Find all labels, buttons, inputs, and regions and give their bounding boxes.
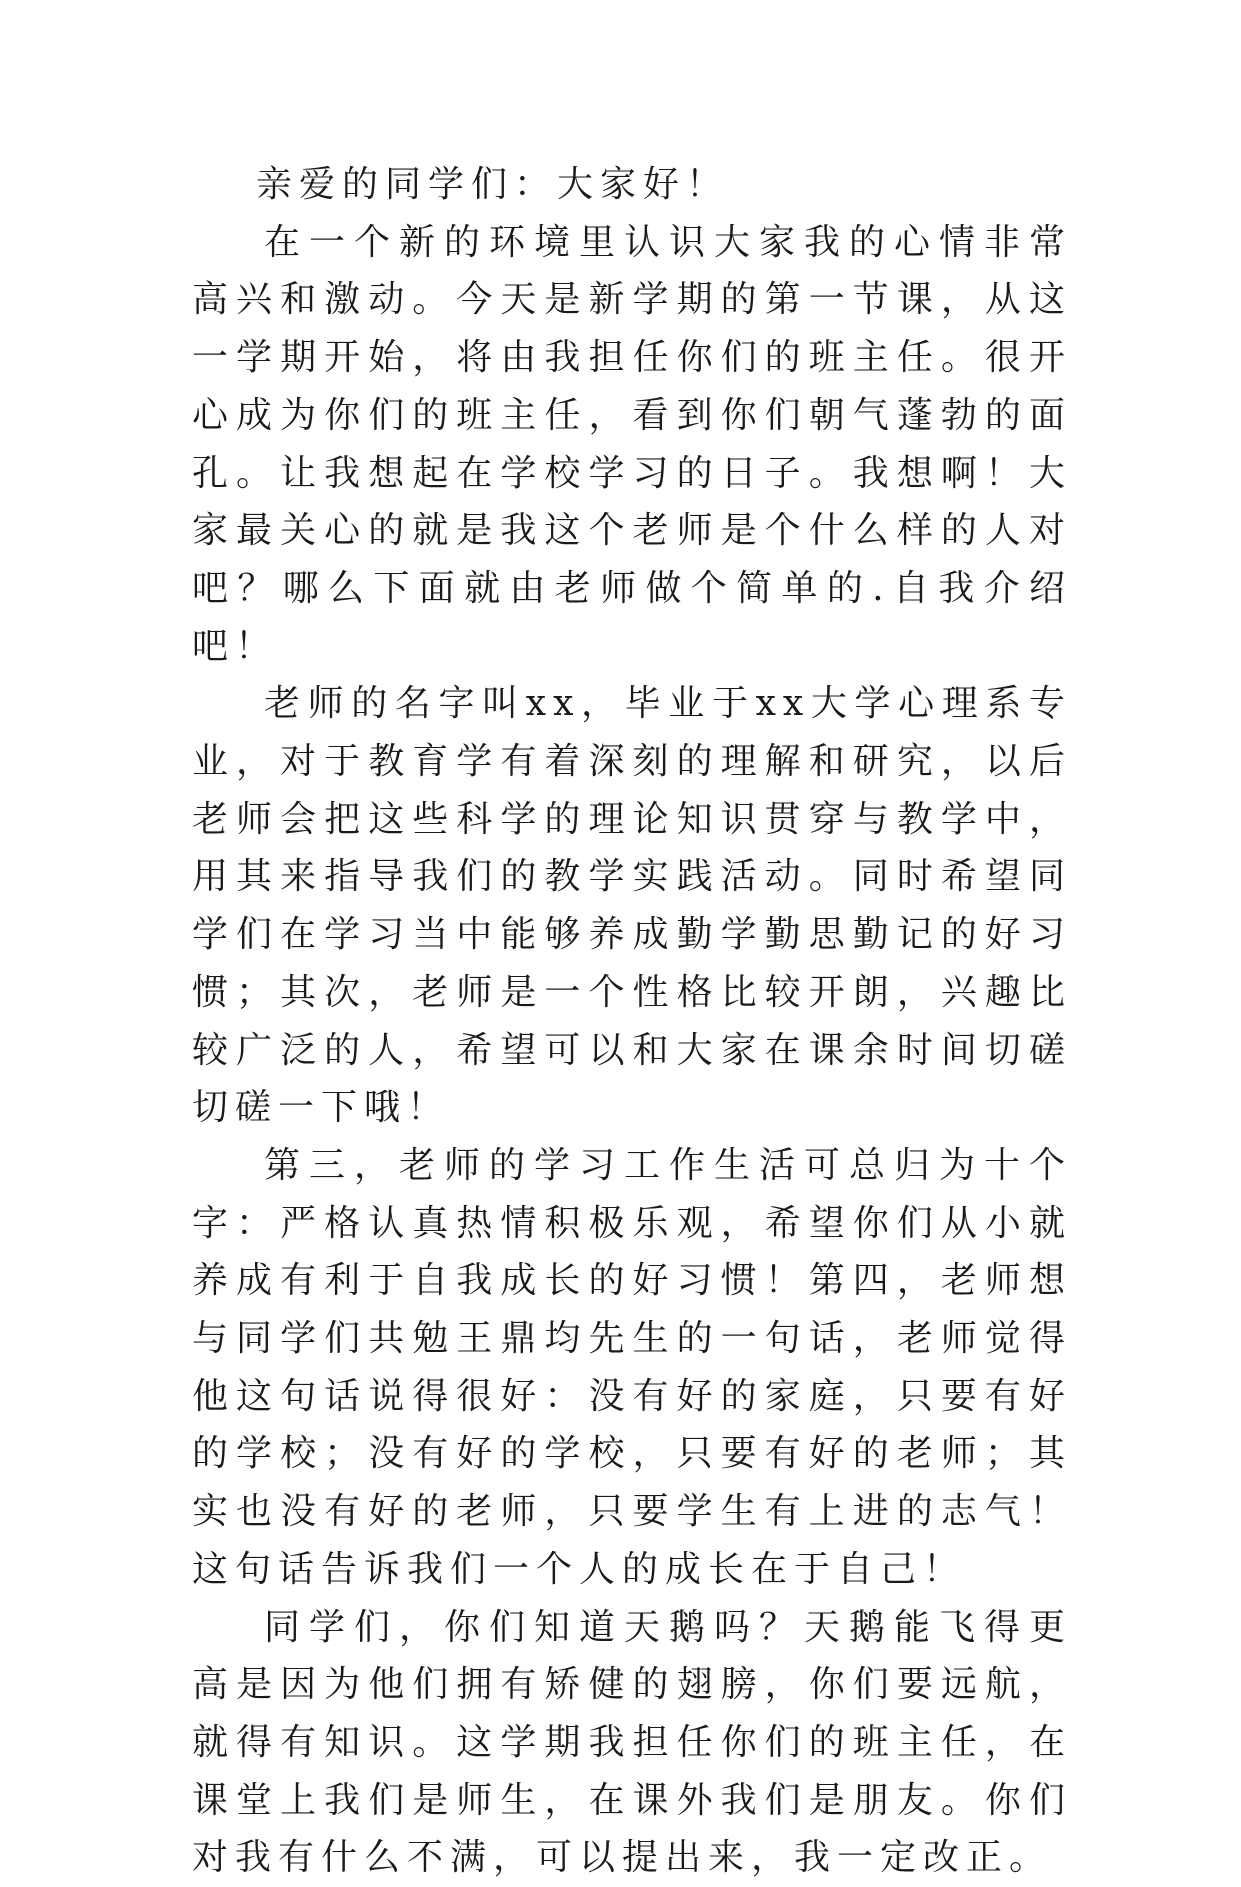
paragraph-intro: 在一个新的环境里认识大家我的心情非常高兴和激动。今天是新学期的第一节课，从这一学期开始，将由我担任你们的班主任。很开心成为你们的班主任，看到你们朝气蓬勃的面孔。让我想起在学校学习的日子。我想啊！大家最关心的就是我这个老师是个什么样的人对吧？哪么下面就由老师做个简单的.自我介绍吧！ xyxy=(192,221,1072,667)
greeting-line: 亲爱的同学们：大家好！ xyxy=(256,164,730,205)
paragraph-closing: 同学们，你们知道天鹅吗？天鹅能飞得更高是因为他们拥有矫健的翅膀，你们要远航，就得有知识。这学期我担任你们的班主任，在课堂上我们是师生，在课外我们是朋友。你们对我有什么不满，可以提出来，我一定改正。 xyxy=(192,1606,1072,1879)
paragraph-motto: 第三，老师的学习工作生活可总归为十个字：严格认真热情积极乐观，希望你们从小就养成有利于自我成长的好习惯！第四，老师想与同学们共勉王鼎均先生的一句话，老师觉得他这句话说得很好：没有好的家庭，只要有好的学校；没有好的学校，只要有好的老师；其实也没有好的老师，只要学生有上进的志气！这句话告诉我们一个人的成长在于自己！ xyxy=(192,1144,1072,1590)
paragraph-background: 老师的名字叫xx，毕业于xx大学心理系专业，对于教育学有着深刻的理解和研究，以后老师会把这些科学的理论知识贯穿与教学中，用其来指导我们的教学实践活动。同时希望同学们在学习当中能够养成勤学勤思勤记的好习惯；其次，老师是一个性格比较开朗，兴趣比较广泛的人，希望可以和大家在课余时间切磋切磋一下哦！ xyxy=(192,683,1072,1129)
document-body xyxy=(192,156,1072,1887)
